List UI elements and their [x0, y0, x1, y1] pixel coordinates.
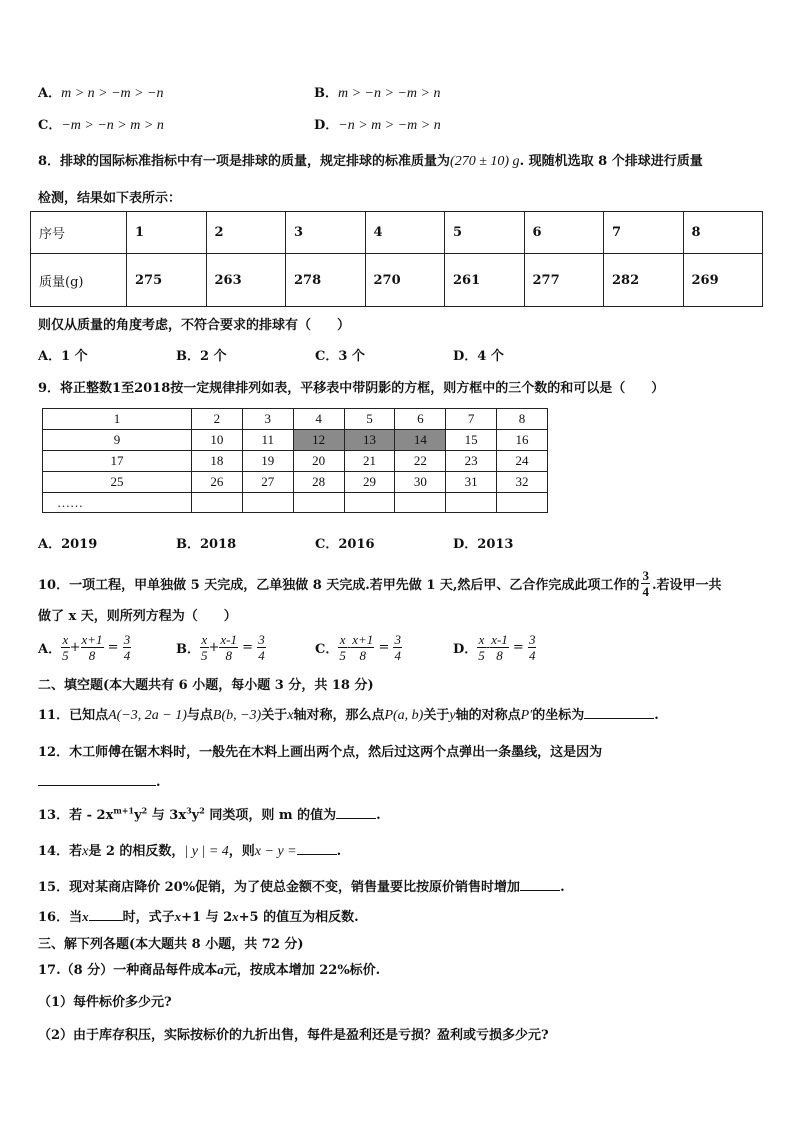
q7-option-a: A．m > n > −m > −n	[38, 86, 164, 101]
table-cell: 15	[446, 430, 497, 451]
q17-text: 17.（8 分）一种商品每件成本a元，按成本增加 22%标价.	[38, 962, 381, 978]
q9-option-b: B．2018	[176, 537, 237, 552]
q17-part-1: （1）每件标价多少元?	[38, 995, 172, 1010]
table-cell: 24	[497, 451, 548, 472]
table-cell: 7	[604, 212, 684, 254]
q7-option-c: C．−m > −n > m > n	[38, 118, 164, 133]
table-cell: 8	[683, 212, 763, 254]
q15-text: 15．现对某商店降价 20%促销，为了使总金额不变，销售量要比按原价销售时增加 .	[38, 880, 565, 895]
section-2-heading: 二、填空题(本大题共有 6 小题，每小题 3 分，共 18 分)	[38, 678, 374, 693]
table-row	[31, 212, 763, 254]
q7-option-b: B．m > −n > −m > n	[314, 86, 441, 101]
table-cell: 6	[524, 212, 604, 254]
q8-question: 则仅从质量的角度考虑，不符合要求的排球有（ ）	[38, 318, 351, 333]
table-header-cell: 质量(g)	[31, 254, 127, 307]
table-header-cell: 序号	[31, 212, 127, 254]
table-cell	[242, 493, 293, 513]
shaded-cell: 14	[395, 430, 446, 451]
q9-number-table	[42, 408, 548, 513]
table-cell: 30	[395, 472, 446, 493]
table-cell: 26	[191, 472, 242, 493]
table-cell: 16	[497, 430, 548, 451]
table-row	[43, 451, 548, 472]
table-cell	[446, 493, 497, 513]
table-cell: 22	[395, 451, 446, 472]
table-cell: ……	[43, 493, 192, 513]
q13-text: 13．若 - $2x^{m+1}y^2$ 与 $3x^3y^2$ 同类项，则 m 的值为 .	[38, 805, 381, 823]
shaded-cell: 12	[293, 430, 344, 451]
table-cell: 17	[43, 451, 192, 472]
q10-option-c: C． $\frac{x}{5}$ - $\frac{x+1}{8}$ = $\frac{3}{4}$	[315, 632, 401, 663]
q9-option-d: D．2013	[453, 537, 514, 552]
table-cell: 4	[293, 409, 344, 430]
q8-mass-table	[30, 211, 763, 307]
section-3-heading: 三、解下列各题(本大题共 8 小题，共 72 分)	[38, 937, 304, 952]
answer-blank	[584, 706, 654, 719]
table-cell: 275	[127, 254, 207, 307]
table-cell: 1	[43, 409, 192, 430]
q10-option-d: D． $\frac{x}{5}$ - $\frac{x-1}{8}$ = $\frac{3}{4}$	[453, 632, 536, 663]
q14-text: 14．若x是 2 的相反数，| y | = 4，则x − y = .	[38, 844, 342, 859]
answer-blank	[89, 908, 123, 921]
answer-blank	[336, 806, 376, 819]
table-cell: 32	[497, 472, 548, 493]
table-row	[43, 409, 548, 430]
table-cell: 10	[191, 430, 242, 451]
q16-text: 16．当x 时，式子x+1 与 2x+5 的值互为相反数.	[38, 909, 359, 925]
table-cell: 7	[446, 409, 497, 430]
q8-option-a: A．1 个	[38, 349, 88, 364]
table-cell: 5	[445, 212, 525, 254]
q17-part-2: （2）由于库存积压，实际按标价的九折出售，每件是盈利还是亏损？盈利或亏损多少元?	[38, 1028, 549, 1043]
table-cell: 270	[365, 254, 445, 307]
q10-option-b: B． $\frac{x}{5}$ + $\frac{x-1}{8}$ = $\frac{3}{4}$	[176, 632, 265, 663]
q11-text: 11．已知点A(−3, 2a − 1)与点B(b, −3)关于x轴对称，那么点P(a, b)关于y轴的对称点P′的坐标为 .	[38, 708, 659, 723]
table-cell: 8	[497, 409, 548, 430]
q8-option-c: C．3 个	[315, 349, 365, 364]
q12-text: 12．木工师傅在锯木料时，一般先在木料上画出两个点，然后过这两个点弹出一条墨线，这是因为	[38, 745, 603, 760]
table-cell	[344, 493, 395, 513]
q8-text-line1: 8．排球的国际标准指标中有一项是排球的质量，规定排球的标准质量为(270 ± 10) g. 现随机选取 8 个排球进行质量	[38, 154, 703, 169]
table-cell: 282	[604, 254, 684, 307]
table-cell: 1	[127, 212, 207, 254]
table-cell	[497, 493, 548, 513]
table-cell: 2	[191, 409, 242, 430]
table-cell: 3	[286, 212, 366, 254]
table-cell: 27	[242, 472, 293, 493]
table-cell: 269	[683, 254, 763, 307]
q9-option-a: A．2019	[38, 537, 98, 552]
q12-blank-line: .	[38, 773, 161, 790]
table-cell	[191, 493, 242, 513]
table-cell: 29	[344, 472, 395, 493]
table-cell: 2	[206, 212, 286, 254]
table-cell: 28	[293, 472, 344, 493]
table-cell	[293, 493, 344, 513]
q10-option-a: A． $\frac{x}{5}$ + $\frac{x+1}{8}$ = $\frac{3}{4}$	[38, 632, 131, 663]
q10-text-line2: 做了 x 天，则所列方程为（ ）	[38, 609, 237, 624]
table-row	[43, 430, 548, 451]
table-cell: 277	[524, 254, 604, 307]
table-cell: 25	[43, 472, 192, 493]
table-cell: 23	[446, 451, 497, 472]
table-cell: 9	[43, 430, 192, 451]
answer-blank	[520, 878, 560, 891]
table-cell: 18	[191, 451, 242, 472]
table-cell: 31	[446, 472, 497, 493]
table-row	[43, 493, 548, 513]
table-cell: 19	[242, 451, 293, 472]
table-cell	[395, 493, 446, 513]
answer-blank	[297, 842, 337, 855]
table-cell: 3	[242, 409, 293, 430]
table-cell: 5	[344, 409, 395, 430]
answer-blank	[38, 773, 156, 786]
table-cell: 21	[344, 451, 395, 472]
q8-option-b: B．2 个	[176, 349, 227, 364]
q7-option-d: D．−n > m > −m > n	[314, 118, 441, 133]
table-cell: 4	[365, 212, 445, 254]
q10-text-line1: 10．一项工程，甲单独做 5 天完成，乙单独做 8 天完成.若甲先做 1 天,然后甲、乙合作完成此项工作的 $\frac{3}{4}$ .若设甲一共	[38, 568, 722, 599]
fraction: $\frac{3}{4}$	[642, 568, 649, 599]
table-cell: 6	[395, 409, 446, 430]
table-cell: 261	[445, 254, 525, 307]
table-cell: 263	[206, 254, 286, 307]
table-cell: 278	[286, 254, 366, 307]
q8-option-d: D．4 个	[453, 349, 504, 364]
q9-text: 9．将正整数1至2018按一定规律排列如表，平移表中带阴影的方框，则方框中的三个数的和可以是（ ）	[38, 381, 665, 396]
q9-option-c: C．2016	[315, 537, 375, 552]
table-cell: 11	[242, 430, 293, 451]
q8-text-line2: 检测，结果如下表所示：	[38, 191, 182, 206]
table-row	[31, 254, 763, 307]
table-cell: 20	[293, 451, 344, 472]
shaded-cell: 13	[344, 430, 395, 451]
table-row	[43, 472, 548, 493]
